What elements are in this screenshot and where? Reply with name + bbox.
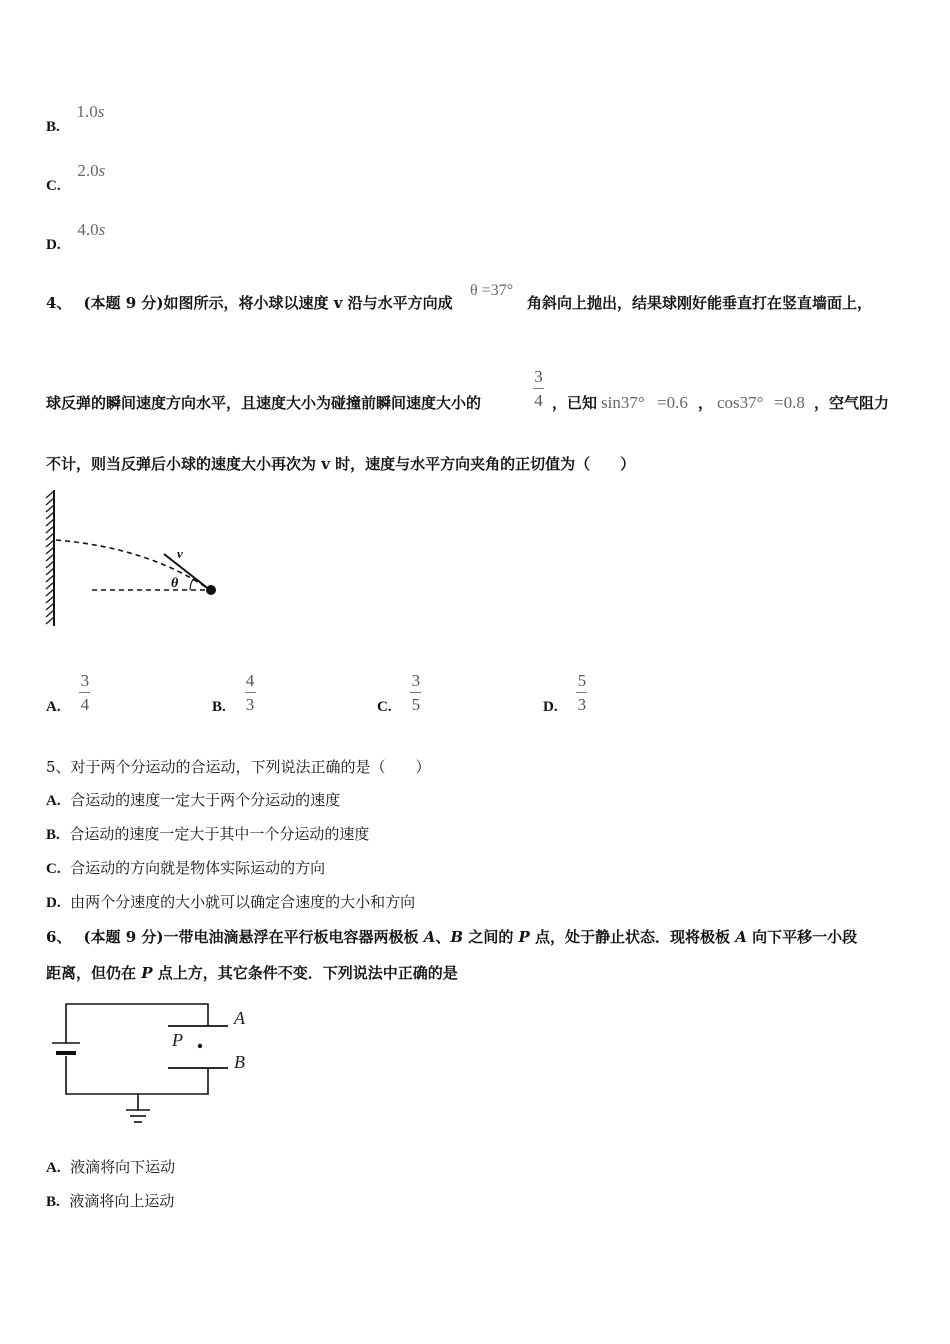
plate-a-label: A — [234, 1008, 245, 1028]
q4-line3: 不计，则当反弹后小球的速度大小再次为 v 时，速度与水平方向夹角的正切值为（ ） — [46, 455, 636, 473]
q4-option-b: B. $\frac{4}{3}$ — [212, 671, 255, 715]
q6-line1: 6、 (本题 9 分)一带电油滴悬浮在平行板电容器两极板 A、B 之间的 P 点，处于静止状态．现将极板 A 向下平移一小段 — [46, 928, 858, 946]
q4-option-c: C. $\frac{3}{5}$ — [377, 671, 421, 715]
q6-option-a: A. 液滴将向下运动 — [46, 1158, 176, 1176]
q6-circuit-figure — [46, 998, 266, 1138]
q6-option-b: B. 液滴将向上运动 — [46, 1192, 175, 1210]
bottom-wire — [66, 1056, 208, 1094]
q6-line2: 距离，但仍在 P 点上方，其它条件不变．下列说法中正确的是 — [46, 964, 458, 982]
q4-line1: 4、 (本题 9 分)如图所示，将小球以速度 v 沿与水平方向成 — [46, 294, 453, 312]
wall-hatching — [46, 490, 54, 626]
option-b-prev: B. 1.0s — [46, 102, 105, 135]
q4-line1-end: 角斜向上抛出，结果球刚好能垂直打在竖直墙面上， — [527, 294, 873, 312]
q4-sin-expr: sin37° — [601, 393, 645, 412]
q4-theta-expr: θ =37° — [470, 282, 514, 299]
q4-option-d: D. $\frac{5}{3}$ — [543, 671, 587, 715]
q4-given: ，已知 — [552, 394, 598, 412]
q5-option-c: C. 合运动的方向就是物体实际运动的方向 — [46, 859, 326, 877]
trajectory-curve — [56, 540, 210, 590]
q5-option-d: D. 由两个分速度的大小就可以确定合速度的大小和方向 — [46, 893, 416, 911]
q4-sin-val: =0.6 — [657, 393, 688, 412]
q5-option-a: A. 合运动的速度一定大于两个分运动的速度 — [46, 791, 341, 809]
ball — [206, 585, 216, 595]
q5-stem: 5、对于两个分运动的合运动，下列说法正确的是（ ） — [46, 758, 431, 776]
q4-comma: ， — [698, 394, 714, 412]
q4-cos-val: =0.8 — [774, 393, 805, 412]
q4-ratio-fraction: 3 4 — [534, 367, 543, 410]
q4-air-resistance: ，空气阻力 — [814, 394, 890, 412]
q4-figure — [40, 488, 230, 633]
theta-label: θ — [171, 576, 179, 591]
option-d-prev: D. 4.0s — [46, 220, 106, 253]
q4-line2: 球反弹的瞬间速度方向水平，且速度大小为碰撞前瞬间速度大小的 — [46, 394, 482, 412]
angle-arc — [190, 577, 195, 590]
q4-option-a: A. $\frac{3}{4}$ — [46, 671, 90, 715]
option-c-prev: C. 2.0s — [46, 161, 106, 194]
q5-option-b: B. 合运动的速度一定大于其中一个分运动的速度 — [46, 825, 370, 843]
velocity-label: v — [177, 546, 183, 561]
top-wire — [66, 1004, 208, 1043]
oil-drop-point — [198, 1044, 202, 1048]
point-p-label: P — [172, 1030, 183, 1050]
q4-cos-expr: cos37° — [717, 393, 764, 412]
plate-b-label: B — [234, 1052, 245, 1072]
ground-icon — [126, 1110, 150, 1122]
